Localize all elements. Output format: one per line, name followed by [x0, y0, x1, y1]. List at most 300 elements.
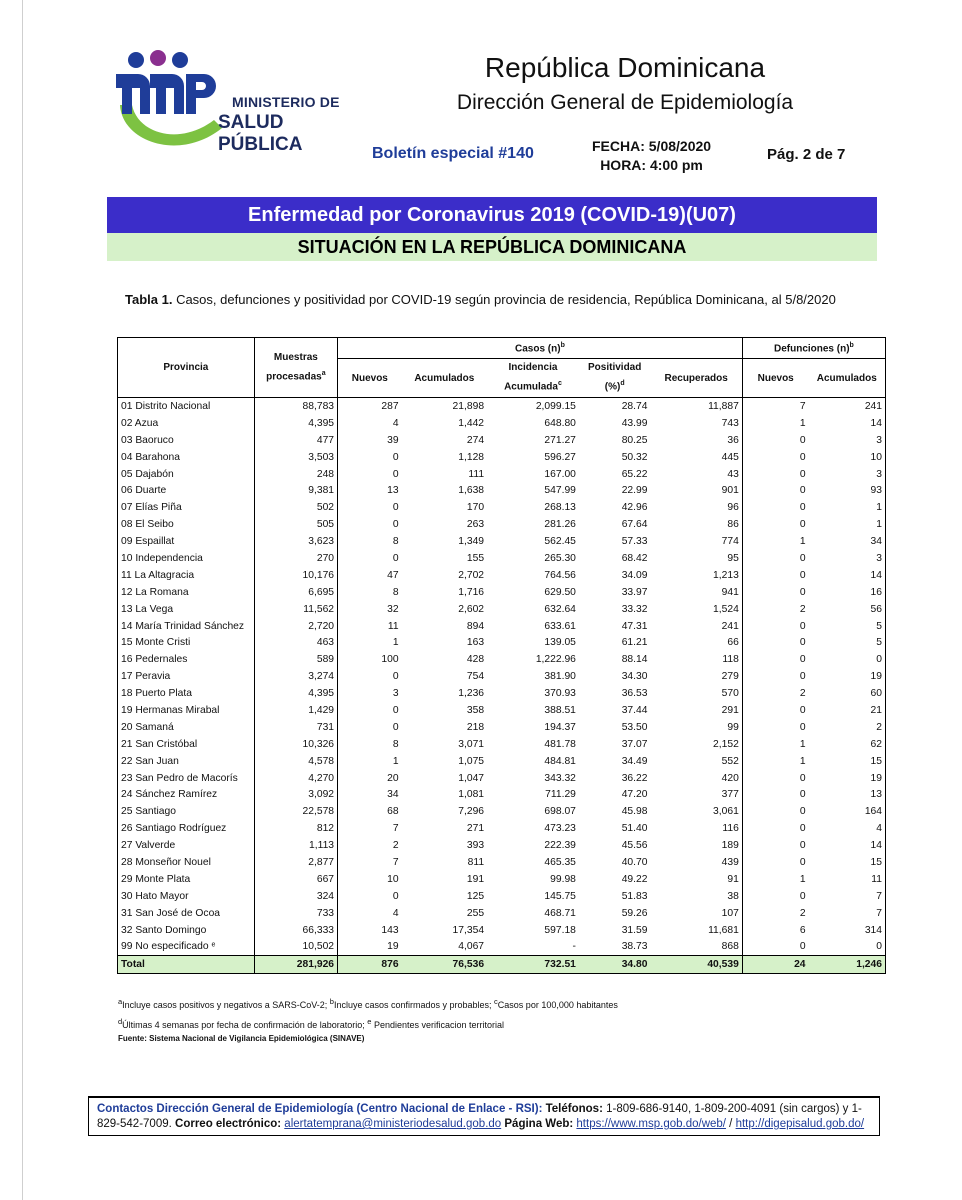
cell-value: 194.37: [544, 721, 576, 733]
cell-value: 11: [809, 871, 886, 888]
cell-value: 16: [809, 584, 886, 601]
cell-value: 118: [650, 651, 742, 668]
footnote-e: Pendientes verificacion territorial: [371, 1020, 505, 1030]
cell-value: 3,623: [254, 533, 337, 550]
cell-value: 11,562: [254, 601, 337, 618]
cell-value: 11,887: [650, 398, 742, 415]
table-row: [118, 449, 886, 466]
cell-value: 59.26: [621, 907, 648, 919]
cell-value: 15: [809, 854, 886, 871]
cell-value: 10,502: [254, 939, 337, 956]
cell-value: 15: [809, 753, 886, 770]
cell-value: 0: [799, 502, 806, 514]
cell-value: 439: [650, 854, 742, 871]
cell-value: 1: [799, 536, 806, 548]
cell-value: 164: [809, 803, 886, 820]
cell-value: 0: [809, 651, 886, 668]
bulletin-number: Boletín especial #140: [372, 145, 534, 162]
cell-value: 3,092: [254, 786, 337, 803]
cell-value: 7: [799, 400, 806, 412]
cell-value: 0: [799, 840, 806, 852]
cell-value: 1: [809, 499, 886, 516]
cell-value: 868: [650, 939, 742, 956]
cell-value: 37.44: [621, 704, 648, 716]
cell-value: 2: [799, 907, 806, 919]
table-row: [118, 922, 886, 939]
cell-value: 468.71: [544, 907, 576, 919]
header-provincia: Provincia: [118, 338, 255, 398]
cell-value: 14: [809, 567, 886, 584]
web-separator: /: [725, 1118, 736, 1130]
cell-value: 5: [809, 634, 886, 651]
table-row: [118, 837, 886, 854]
cell-value: 463: [254, 634, 337, 651]
phones-value: 1-809-686-9140, 1-809-200-4091 (sin cargos) y 1-829-542-7009.: [97, 1103, 862, 1130]
cell-value: 358: [466, 704, 485, 716]
cell-value: 0: [392, 552, 399, 564]
cell-provincia: 02 Azua: [118, 415, 255, 432]
table-row: [118, 888, 886, 905]
table-caption-text: Casos, defunciones y positividad por COVID-19 según provincia de residencia, República Dominicana, al 5/8/2020: [172, 292, 836, 307]
cell-provincia: 17 Peravia: [118, 668, 255, 685]
table-row: [118, 651, 886, 668]
table-row: [118, 466, 886, 483]
cell-value: 1,081: [458, 789, 485, 801]
cell-value: 139.05: [544, 637, 576, 649]
cell-value: 53.50: [621, 721, 648, 733]
cell-value: 2: [799, 603, 806, 615]
cell-provincia: 09 Espaillat: [118, 533, 255, 550]
cell-value: 812: [254, 820, 337, 837]
cell-value: 6,695: [254, 584, 337, 601]
cell-provincia: 22 San Juan: [118, 753, 255, 770]
cell-value: 596.27: [544, 451, 576, 463]
cell-value: 4,270: [254, 770, 337, 787]
header-positividad-sup: d: [620, 380, 625, 388]
cell-value: 33.97: [621, 586, 648, 598]
header-muestras-sup: a: [321, 369, 326, 377]
table-row: [118, 905, 886, 922]
cell-value: 811: [467, 856, 485, 868]
cell-value: 281,926: [254, 956, 337, 974]
cell-provincia: Total: [118, 956, 255, 974]
cell-value: 2,877: [254, 854, 337, 871]
cell-value: 40.70: [621, 856, 648, 868]
cell-value: 1,113: [254, 837, 337, 854]
cell-provincia: 26 Santiago Rodríguez: [118, 820, 255, 837]
table-total-row: [118, 956, 886, 974]
header-incidencia-label: Incidencia Acumulada: [504, 362, 558, 393]
cell-value: 99: [650, 719, 742, 736]
cell-value: 36: [650, 432, 742, 449]
cell-provincia: 27 Valverde: [118, 837, 255, 854]
web-link-msp[interactable]: https://www.msp.gob.do/web/: [576, 1118, 726, 1130]
cell-value: 37.07: [621, 738, 648, 750]
cell-value: 0: [392, 502, 399, 514]
cell-value: 477: [254, 432, 337, 449]
cell-value: 0: [799, 654, 806, 666]
table-row: [118, 550, 886, 567]
cell-value: 4,578: [254, 753, 337, 770]
cell-provincia: 32 Santo Domingo: [118, 922, 255, 939]
cell-value: 218: [466, 721, 485, 733]
cell-value: 547.99: [544, 485, 576, 497]
cell-value: 3,071: [458, 738, 485, 750]
cell-value: 38.73: [621, 941, 648, 953]
cell-provincia: 31 San José de Ocoa: [118, 905, 255, 922]
cell-value: 241: [809, 398, 886, 415]
department-subtitle: Dirección General de Epidemiología: [456, 91, 794, 114]
footnote-b-mark: b: [329, 997, 334, 1006]
bulletin-time: HORA: 4:00 pm: [600, 157, 703, 173]
cell-value: 901: [650, 482, 742, 499]
cases-table: [117, 337, 886, 974]
cell-value: 3: [809, 550, 886, 567]
cell-provincia: 21 San Cristóbal: [118, 736, 255, 753]
cell-value: 1: [392, 637, 399, 649]
cell-value: 263: [466, 519, 485, 531]
cell-value: 39: [387, 434, 399, 446]
cell-value: 1: [799, 873, 806, 885]
cell-provincia: 12 La Romana: [118, 584, 255, 601]
table-caption-label: Tabla 1.: [125, 292, 173, 307]
cell-value: 43.99: [621, 417, 648, 429]
cell-provincia: 11 La Altagracia: [118, 567, 255, 584]
table-row: [118, 533, 886, 550]
cell-value: 648.80: [544, 417, 576, 429]
cell-value: 56: [809, 601, 886, 618]
cell-value: 222.39: [544, 840, 576, 852]
cell-provincia: 04 Barahona: [118, 449, 255, 466]
cell-value: 393: [466, 840, 485, 852]
cell-value: 2: [799, 688, 806, 700]
cell-value: 0: [799, 468, 806, 480]
cell-value: 40,539: [650, 956, 742, 974]
cell-value: 93: [809, 482, 886, 499]
cell-value: 96: [650, 499, 742, 516]
cell-value: 34.30: [621, 671, 648, 683]
footnote-line-2: [118, 1016, 504, 1031]
cell-value: 5: [809, 618, 886, 635]
cell-value: 629.50: [544, 586, 576, 598]
page-edge: [22, 0, 23, 1200]
cell-value: 7: [809, 888, 886, 905]
web-label: Página Web:: [504, 1118, 574, 1130]
cell-value: 116: [650, 820, 742, 837]
cell-value: 589: [254, 651, 337, 668]
cell-value: 445: [650, 449, 742, 466]
cell-value: 7: [392, 823, 399, 835]
cell-value: 597.18: [544, 924, 576, 936]
cell-value: 8: [392, 536, 399, 548]
cell-provincia: 28 Monseñor Nouel: [118, 854, 255, 871]
web-link-digepisalud[interactable]: http://digepisalud.gob.do/: [735, 1118, 865, 1130]
cell-value: 743: [650, 415, 742, 432]
cell-value: 473.23: [544, 823, 576, 835]
cell-value: 170: [466, 502, 485, 514]
cell-value: 0: [799, 772, 806, 784]
cell-value: 388.51: [544, 704, 576, 716]
table-row: [118, 820, 886, 837]
cell-value: 17,354: [452, 924, 485, 936]
cell-value: 50.32: [621, 451, 648, 463]
contact-label: Contactos Dirección General de Epidemiología (Centro Nacional de Enlace - RSI):: [97, 1103, 543, 1115]
cell-value: 1,236: [458, 688, 485, 700]
cell-value: 36.22: [621, 772, 648, 784]
footnote-b: Incluye casos confirmados y probables;: [333, 1000, 495, 1010]
header-def-nuevos: Nuevos: [742, 359, 808, 398]
cell-value: 68: [387, 806, 399, 818]
cell-value: 1,442: [458, 417, 485, 429]
cell-provincia: 29 Monte Plata: [118, 871, 255, 888]
cell-value: 14: [809, 837, 886, 854]
cell-value: 34: [387, 789, 399, 801]
cell-value: 381.90: [544, 671, 576, 683]
cell-value: 248: [254, 466, 337, 483]
cell-value: 274: [466, 434, 485, 446]
cell-value: 34.49: [621, 755, 648, 767]
header-casos-label: Casos (n): [515, 343, 561, 355]
cell-value: 0: [799, 856, 806, 868]
cell-value: 13: [809, 786, 886, 803]
cell-value: 0: [799, 941, 806, 953]
cell-value: 1,524: [650, 601, 742, 618]
cell-value: 1,716: [458, 586, 485, 598]
cell-value: 32: [387, 603, 399, 615]
header-casos: [338, 338, 743, 359]
cell-provincia: 10 Independencia: [118, 550, 255, 567]
cell-value: 711.29: [545, 789, 576, 801]
cell-value: 51.40: [621, 823, 648, 835]
cell-value: 633.61: [544, 620, 576, 632]
cell-value: 66,333: [254, 922, 337, 939]
cell-value: 1: [799, 417, 806, 429]
cell-value: 731: [254, 719, 337, 736]
cell-value: 0: [799, 890, 806, 902]
cell-value: 0: [392, 671, 399, 683]
table-row: [118, 415, 886, 432]
cell-value: 65.22: [621, 468, 648, 480]
cell-value: 2: [809, 719, 886, 736]
cell-value: 428: [466, 654, 485, 666]
cell-value: 155: [466, 552, 485, 564]
cell-value: 268.13: [544, 502, 576, 514]
cell-provincia: 13 La Vega: [118, 601, 255, 618]
cell-value: 1,222.96: [535, 654, 576, 666]
cell-value: 2: [392, 840, 399, 852]
header-muestras-label: Muestras procesadas: [266, 351, 322, 383]
header-positividad-label: Positividad (%): [588, 362, 642, 393]
cell-value: 47: [387, 569, 399, 581]
cell-value: 91: [650, 871, 742, 888]
cell-provincia: 18 Puerto Plata: [118, 685, 255, 702]
cell-provincia: 06 Duarte: [118, 482, 255, 499]
cell-value: 45.98: [621, 806, 648, 818]
date-time-block: [592, 137, 711, 175]
table-row: [118, 516, 886, 533]
cell-value: -: [572, 941, 576, 953]
table-row: [118, 770, 886, 787]
cell-value: 270: [254, 550, 337, 567]
cell-value: 465.35: [544, 856, 576, 868]
cell-value: 377: [650, 786, 742, 803]
cell-provincia: 25 Santiago: [118, 803, 255, 820]
header-defunciones-label: Defunciones (n): [773, 343, 850, 355]
cell-value: 9,381: [254, 482, 337, 499]
cell-value: 10: [809, 449, 886, 466]
cell-value: 11,681: [650, 922, 742, 939]
cell-value: 3: [809, 432, 886, 449]
cell-value: 11: [387, 620, 399, 632]
cell-value: 20: [387, 772, 399, 784]
cell-value: 28.74: [621, 400, 648, 412]
header-acumulados: Acumulados: [402, 359, 487, 398]
cell-value: 1: [799, 738, 806, 750]
cell-value: 107: [650, 905, 742, 922]
cell-value: 1: [809, 516, 886, 533]
footnote-a-mark: a: [118, 997, 123, 1006]
cell-value: 34.09: [621, 569, 648, 581]
cell-provincia: 19 Hermanas Mirabal: [118, 702, 255, 719]
cell-value: 1,075: [458, 755, 485, 767]
table-row: [118, 482, 886, 499]
cell-value: 0: [799, 620, 806, 632]
cell-value: 0: [809, 939, 886, 956]
footnote-e-mark: e: [367, 1017, 372, 1026]
cell-value: 34.80: [579, 956, 651, 974]
cell-value: 0: [799, 806, 806, 818]
cell-value: 0: [392, 451, 399, 463]
cell-value: 281.26: [544, 519, 576, 531]
cell-value: 31.59: [621, 924, 648, 936]
cell-value: 291: [650, 702, 742, 719]
contact-footer: [88, 1096, 880, 1136]
table-row: [118, 939, 886, 956]
cell-value: 66: [650, 634, 742, 651]
cell-value: 1,246: [809, 956, 886, 974]
cell-value: 314: [809, 922, 886, 939]
email-label: Correo electrónico:: [175, 1118, 282, 1130]
cases-table-body: [118, 398, 886, 974]
cell-value: 7: [392, 856, 399, 868]
cell-value: 698.07: [544, 806, 576, 818]
cell-value: 21,898: [452, 400, 485, 412]
cell-value: 941: [650, 584, 742, 601]
cell-value: 343.32: [544, 772, 576, 784]
cell-value: 42.96: [621, 502, 648, 514]
cell-provincia: 15 Monte Cristi: [118, 634, 255, 651]
cell-provincia: 30 Hato Mayor: [118, 888, 255, 905]
footnote-a: Incluye casos positivos y negativos a SARS-CoV-2;: [122, 1000, 330, 1010]
cell-value: 95: [650, 550, 742, 567]
cell-value: 0: [799, 586, 806, 598]
table-row: [118, 432, 886, 449]
cell-value: 484.81: [544, 755, 576, 767]
cell-value: 271.27: [544, 434, 576, 446]
cell-value: 45.56: [621, 840, 648, 852]
cell-value: 0: [799, 789, 806, 801]
cell-value: 0: [799, 569, 806, 581]
cell-provincia: 07 Elías Piña: [118, 499, 255, 516]
logo-text-ministerio: MINISTERIO DE: [232, 94, 340, 110]
cell-value: 33.32: [621, 603, 648, 615]
cell-value: 3: [392, 688, 399, 700]
cell-value: 0: [799, 704, 806, 716]
cell-value: 4,067: [458, 941, 485, 953]
table-row: [118, 584, 886, 601]
data-source: Fuente: Sistema Nacional de Vigilancia Epidemiológica (SINAVE): [118, 1034, 365, 1043]
cell-value: 4,395: [254, 685, 337, 702]
cell-value: 0: [799, 823, 806, 835]
page-number: Pág. 2 de 7: [767, 146, 846, 163]
msp-logo: [110, 50, 345, 155]
banner-title: Enfermedad por Coronavirus 2019 (COVID-19)(U07): [107, 197, 877, 233]
cell-value: 0: [392, 519, 399, 531]
cell-value: 34: [809, 533, 886, 550]
logo-text-salud-publica: SALUD PÚBLICA: [218, 112, 303, 155]
cell-provincia: 24 Sánchez Ramírez: [118, 786, 255, 803]
cell-value: 502: [254, 499, 337, 516]
cell-value: 774: [650, 533, 742, 550]
table-row: [118, 499, 886, 516]
cell-value: 265.30: [544, 552, 576, 564]
header-muestras: [254, 338, 337, 398]
cell-value: 0: [799, 434, 806, 446]
header-defunciones: [742, 338, 885, 359]
cell-provincia: 20 Samaná: [118, 719, 255, 736]
cell-value: 4: [392, 417, 399, 429]
cell-value: 100: [381, 654, 399, 666]
cell-value: 732.51: [487, 956, 579, 974]
cell-provincia: 16 Pedernales: [118, 651, 255, 668]
cell-value: 10,176: [254, 567, 337, 584]
cell-value: 481.78: [544, 738, 576, 750]
cell-value: 111: [468, 468, 485, 480]
cell-value: 22.99: [621, 485, 648, 497]
cell-value: 6: [799, 924, 806, 936]
cell-value: 19: [387, 941, 399, 953]
cell-value: 43: [650, 466, 742, 483]
cell-value: 0: [799, 671, 806, 683]
cell-value: 3,503: [254, 449, 337, 466]
cell-value: 0: [799, 552, 806, 564]
cell-value: 143: [381, 924, 399, 936]
bulletin-date: FECHA: 5/08/2020: [592, 138, 712, 154]
cell-value: 24: [742, 956, 808, 974]
cell-value: 1,128: [458, 451, 485, 463]
table-row: [118, 618, 886, 635]
cell-value: 191: [466, 873, 485, 885]
cell-value: 19: [809, 668, 886, 685]
table-row: [118, 719, 886, 736]
cell-value: 21: [809, 702, 886, 719]
cell-value: 894: [466, 620, 485, 632]
header-def-acumulados: Acumulados: [809, 359, 886, 398]
header-incidencia-sup: c: [557, 380, 562, 388]
email-link[interactable]: alertatemprana@ministeriodesalud.gob.do: [284, 1118, 502, 1130]
cell-value: 271: [466, 823, 485, 835]
table-row: [118, 567, 886, 584]
cell-value: 3,061: [650, 803, 742, 820]
cell-value: 57.33: [621, 536, 648, 548]
cell-provincia: 23 San Pedro de Macorís: [118, 770, 255, 787]
cell-value: 632.64: [544, 603, 576, 615]
cell-value: 7,296: [458, 806, 485, 818]
cell-value: 36.53: [621, 688, 648, 700]
cell-value: 13: [387, 485, 399, 497]
cell-value: 667: [254, 871, 337, 888]
table-row: [118, 854, 886, 871]
